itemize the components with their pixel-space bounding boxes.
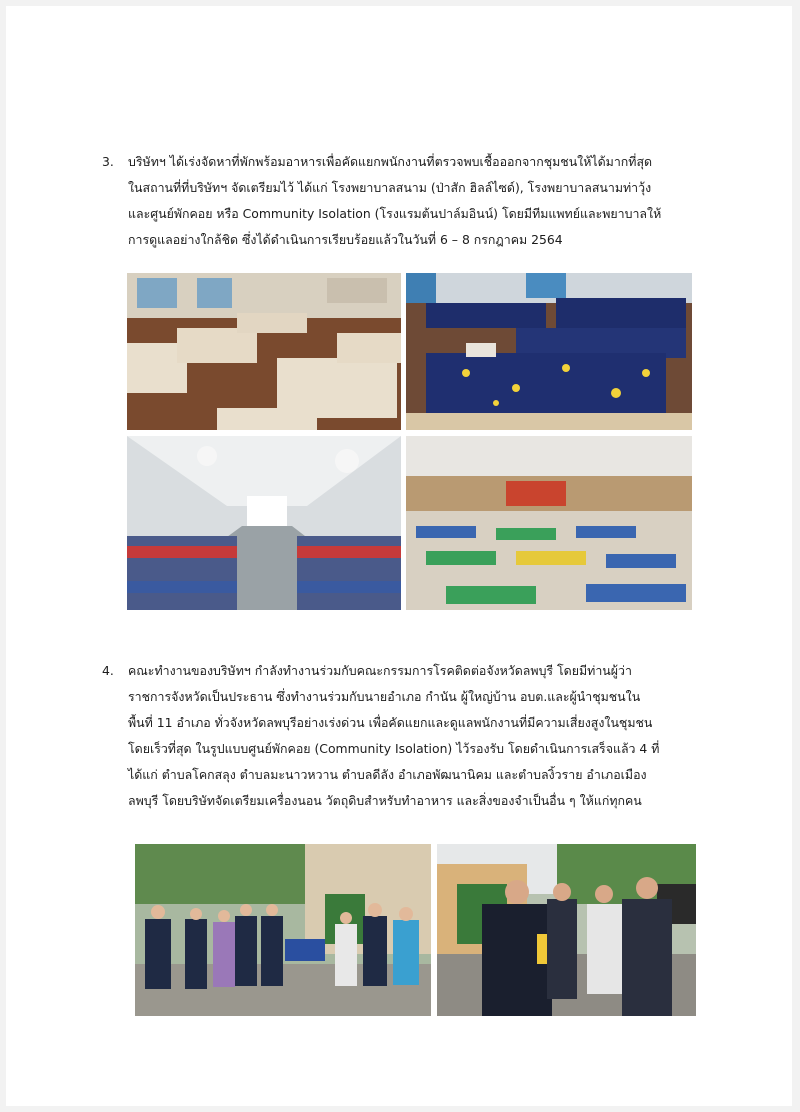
- paragraph-line: ลพบุรี โดยบริษัทจัดเตรียมเครื่องนอน วัตถุดิบสำหรับทำอาหาร และสิ่งของจำเป็นอื่น ๆ ให้แก่ทุกคน: [128, 793, 642, 808]
- document-page: [6, 6, 792, 1106]
- paragraph-line: บริษัทฯ ได้เร่งจัดหาที่พักพร้อมอาหารเพื่อคัดแยกพนักงานที่ตรวจพบเชื้อออกจากชุมชนให้ได้มากที่สุด: [128, 154, 653, 169]
- photo-beds-with-moon-blankets: [406, 273, 692, 430]
- paragraph-line: และศูนย์พักคอย หรือ Community Isolation (โรงแรมต้นปาล์มอินน์) โดยมีทีมแพทย์และพยาบาลให้: [128, 206, 662, 221]
- paragraph-line: พื้นที่ 11 อำเภอ ทั่วจังหวัดลพบุรีอย่างเร่งด่วน เพื่อคัดแยกและดูแลพนักงานที่มีความเสี่ยงสูงในชุมชน: [128, 715, 653, 730]
- list-item-4: [102, 658, 720, 818]
- photo-officials-meeting: [437, 844, 696, 1016]
- photo-group-officials: [135, 844, 431, 1016]
- paragraph-line: ในสถานที่ที่บริษัทฯ จัดเตรียมไว้ ได้แก่ โรงพยาบาลสนาม (ป่าสัก ฮิลล์ไซด์), โรงพยาบาลสนามท่าวุ้ง: [128, 180, 652, 195]
- paragraph-line: ได้แก่ ตำบลโคกสลุง ตำบลมะนาวหวาน ตำบลดีลัง อำเภอพัฒนานิคม และตำบลงิ้วราย อำเภอเมือง: [128, 767, 647, 782]
- paragraph-line: โดยเร็วที่สุด ในรูปแบบศูนย์พักคอย (Community Isolation) ไว้รองรับ โดยดำเนินการเสร็จแล้ว 4 ที่: [128, 741, 660, 756]
- item-number: 3.: [102, 154, 114, 169]
- item-number: 4.: [102, 663, 114, 678]
- photo-cardboard-beds-hall: [127, 273, 401, 430]
- paragraph-line: การดูแลอย่างใกล้ชิด ซึ่งได้ดำเนินการเรียบร้อยแล้วในวันที่ 6 – 8 กรกฎาคม 2564: [128, 232, 563, 247]
- photo-bunk-beds-hall: [127, 436, 401, 610]
- list-item-3: [102, 149, 720, 259]
- paragraph-line: คณะทำงานของบริษัทฯ กำลังทำงานร่วมกับคณะกรรมการโรคติดต่อจังหวัดลพบุรี โดยมีท่านผู้ว่า: [128, 663, 632, 678]
- photo-mattresses-gym: [406, 436, 692, 610]
- paragraph-line: ราชการจังหวัดเป็นประธาน ซึ่งทำงานร่วมกับนายอำเภอ กำนัน ผู้ใหญ่บ้าน อบต.และผู้นำชุมชนใน: [128, 689, 641, 704]
